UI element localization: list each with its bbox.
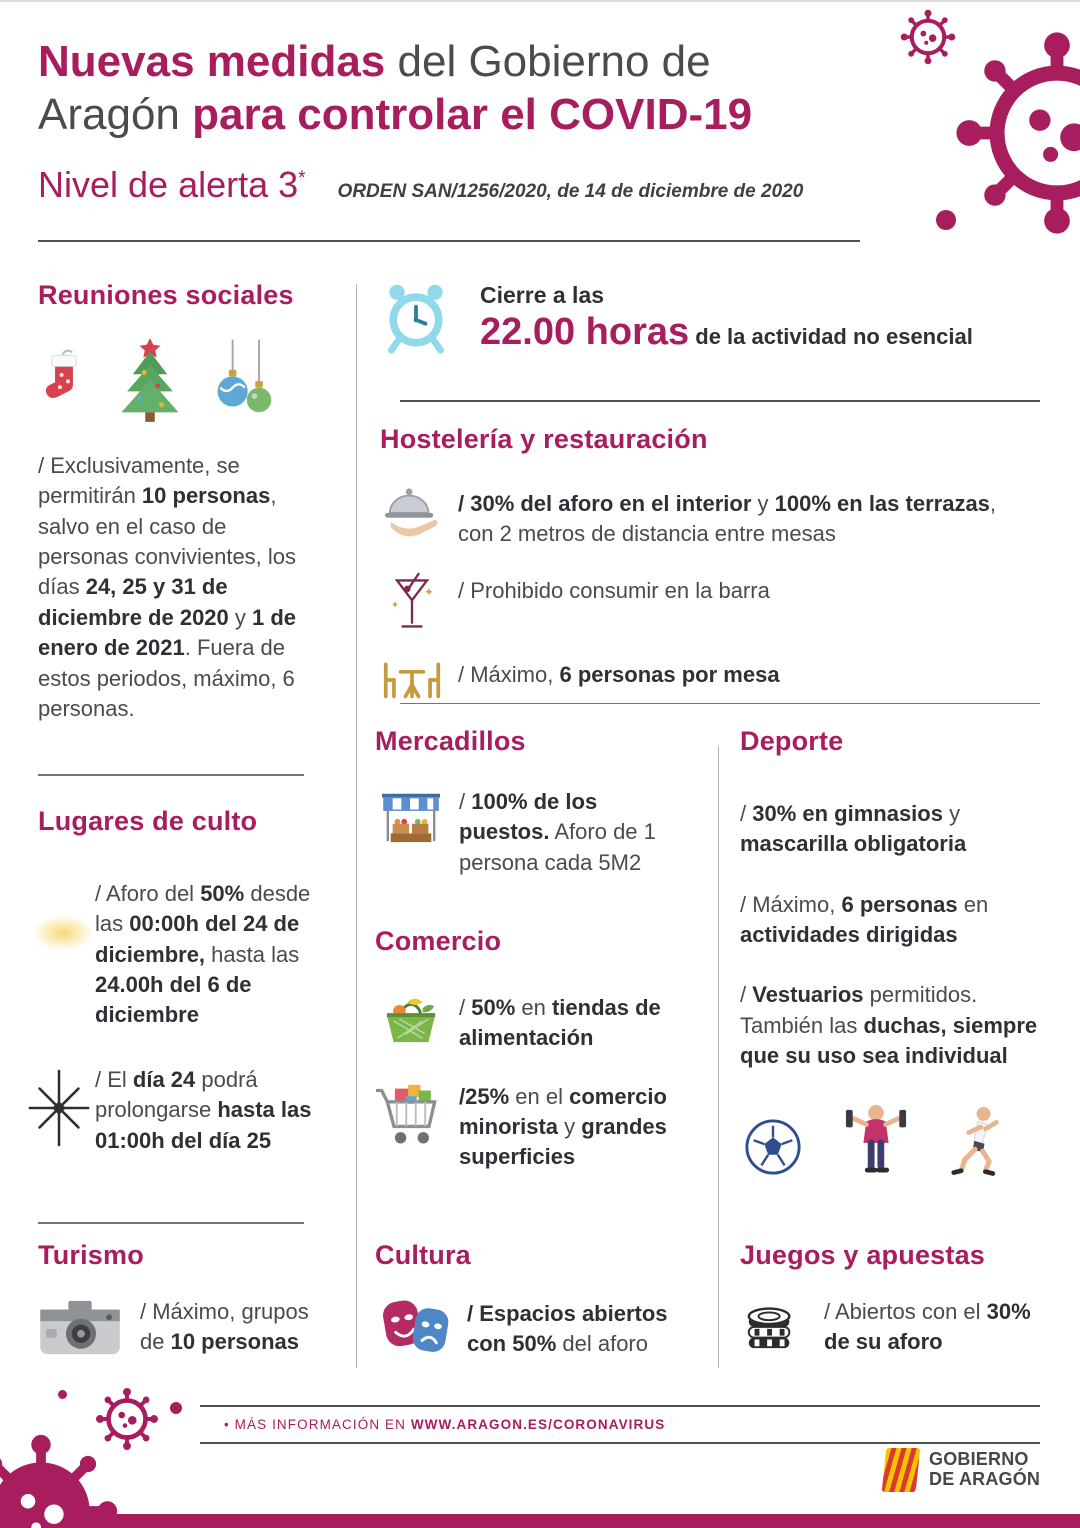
virus-dot bbox=[170, 1402, 182, 1414]
comercio-minorista-text: /25% en el comercio minorista y grandes superficies bbox=[459, 1083, 667, 1170]
section-cierre bbox=[378, 280, 1042, 356]
theater-masks-icon bbox=[379, 1295, 453, 1359]
stocking-icon bbox=[38, 341, 90, 425]
alert-level: Nivel de alerta 3* bbox=[38, 163, 306, 205]
cierre-line1: Cierre a las bbox=[480, 282, 605, 308]
cierre-rest: de la actividad no esencial bbox=[689, 324, 973, 349]
culto-aforo-text: / Aforo del 50% desde las 00:00h del 24 de diciembre, hasta las 24.00h del 6 de diciembre bbox=[95, 881, 311, 1028]
candle-glow-icon bbox=[32, 915, 94, 951]
section-title: Cultura bbox=[375, 1240, 471, 1270]
section-reuniones-sociales bbox=[38, 280, 322, 724]
section-title: Mercadillos bbox=[375, 726, 526, 756]
section-juegos-y-apuestas bbox=[740, 1240, 1045, 1358]
cierre-line2 bbox=[480, 311, 973, 354]
weightlifter-icon bbox=[844, 1102, 908, 1176]
virus-dot bbox=[58, 1390, 67, 1399]
section-lugares-de-culto bbox=[38, 806, 330, 1156]
section-title: Deporte bbox=[740, 726, 844, 756]
deporte-actividades-text: / Máximo, 6 personas en actividades dirigidas bbox=[740, 891, 989, 948]
grocery-basket-icon bbox=[380, 989, 442, 1047]
hosteleria-item-barra bbox=[380, 572, 1040, 634]
gobierno-de-aragon-logo bbox=[884, 1448, 1040, 1492]
cultura-text: / Espacios abiertos con 50% del aforo bbox=[467, 1301, 668, 1357]
mercadillos-item bbox=[375, 787, 707, 878]
christmas-icons-row bbox=[38, 333, 322, 425]
virus-icon bbox=[899, 8, 957, 66]
virus-icon bbox=[950, 26, 1080, 240]
cierre-text bbox=[480, 282, 973, 354]
culto-item-nochebuena bbox=[38, 1065, 330, 1156]
reuniones-text: / Exclusivamente, se permitirán 10 personas, salvo en el caso de personas convivientes, los días 24, 25 y 31 de diciembre de 2020 y 1 de enero de 2021. Fuera de estos periodos, máximo, 6 personas. bbox=[38, 453, 297, 721]
soccer-ball-icon bbox=[744, 1118, 802, 1176]
section-title: Juegos y apuestas bbox=[740, 1240, 986, 1270]
camera-icon bbox=[38, 1295, 124, 1359]
cultura-item bbox=[375, 1295, 707, 1360]
bottom-accent-bar bbox=[0, 1514, 1080, 1528]
table-chairs-icon bbox=[380, 656, 444, 704]
virus-icon bbox=[0, 1430, 122, 1528]
alert-row bbox=[38, 164, 838, 206]
star-icon bbox=[24, 1069, 94, 1147]
column-divider bbox=[356, 284, 357, 1368]
closing-time: 22.00 horas bbox=[480, 311, 690, 353]
comercio-alimentacion-text: / 50% en tiendas de alimentación bbox=[459, 995, 661, 1051]
comercio-item-minorista bbox=[375, 1080, 707, 1173]
alert-asterisk: * bbox=[298, 167, 306, 189]
hosteleria-mesa-text: / Máximo, 6 personas por mesa bbox=[458, 661, 780, 687]
juegos-text: / Abiertos con el 30% de su aforo bbox=[824, 1299, 1031, 1355]
section-hosteleria bbox=[380, 424, 1040, 726]
section-cultura bbox=[375, 1240, 707, 1360]
header bbox=[38, 36, 838, 206]
deporte-icons-row bbox=[740, 1102, 1042, 1176]
runner-icon bbox=[950, 1104, 1004, 1176]
section-divider bbox=[38, 774, 304, 776]
section-divider bbox=[38, 1222, 304, 1224]
logo-line1: GOBIERNO bbox=[929, 1449, 1029, 1470]
page-title: Nuevas medidas del Gobierno de Aragón para controlar el COVID-19 bbox=[38, 37, 753, 139]
turismo-text: / Máximo, grupos de 10 personas bbox=[140, 1298, 309, 1354]
baubles-icon bbox=[210, 339, 276, 425]
culto-item-aforo bbox=[38, 879, 330, 1031]
hosteleria-barra-text: / Prohibido consumir en la barra bbox=[458, 577, 770, 603]
hosteleria-item-aforo bbox=[380, 485, 1040, 550]
juegos-item bbox=[740, 1295, 1045, 1358]
section-title: Reuniones sociales bbox=[38, 280, 294, 310]
hosteleria-item-mesa bbox=[380, 656, 1040, 704]
virus-dot bbox=[936, 210, 956, 230]
logo-text bbox=[929, 1450, 1040, 1490]
aragon-flag-icon bbox=[882, 1448, 921, 1492]
section-title: Lugares de culto bbox=[38, 806, 258, 836]
footer-info-bar bbox=[200, 1405, 1040, 1444]
section-deporte bbox=[740, 726, 1042, 1176]
comercio-item-alimentacion bbox=[375, 989, 707, 1054]
cierre-divider bbox=[400, 400, 1040, 402]
section-title: Hostelería y restauración bbox=[380, 424, 708, 454]
hosteleria-divider bbox=[400, 703, 1040, 704]
logo-line2: DE ARAGÓN bbox=[929, 1469, 1041, 1489]
header-divider bbox=[38, 240, 860, 242]
section-title: Turismo bbox=[38, 1240, 144, 1270]
section-title: Comercio bbox=[375, 926, 502, 956]
section-turismo bbox=[38, 1240, 348, 1359]
deporte-gimnasios-text: / 30% en gimnasios y mascarilla obligatoria bbox=[740, 801, 967, 857]
poker-chips-icon bbox=[743, 1295, 799, 1355]
column-divider bbox=[718, 746, 719, 1368]
cloche-icon bbox=[381, 485, 443, 537]
mercadillos-text: / 100% de los puestos. Aforo de 1 persona cada 5M2 bbox=[459, 789, 656, 875]
more-info-text: • MÁS INFORMACIÓN EN WWW.ARAGON.ES/CORONAVIRUS bbox=[224, 1417, 666, 1432]
section-comercio bbox=[375, 926, 707, 1173]
order-reference: ORDEN SAN/1256/2020, de 14 de diciembre de 2020 bbox=[337, 180, 804, 202]
market-stall-icon bbox=[379, 787, 443, 845]
section-mercadillos bbox=[375, 726, 707, 878]
christmas-tree-icon bbox=[110, 335, 190, 425]
hosteleria-aforo-text: / 30% del aforo en el interior y 100% en las terrazas, con 2 metros de distancia entre mesas bbox=[458, 491, 997, 547]
shopping-cart-icon bbox=[376, 1080, 446, 1154]
culto-nochebuena-text: / El día 24 podrá prolongarse hasta las 01:00h del día 25 bbox=[95, 1066, 312, 1153]
alarm-clock-icon bbox=[378, 280, 454, 356]
deporte-vestuarios-text: / Vestuarios permitidos. También las duchas, siempre que su uso sea individual bbox=[740, 982, 1038, 1069]
turismo-item bbox=[38, 1295, 348, 1359]
cocktail-icon bbox=[390, 572, 434, 634]
